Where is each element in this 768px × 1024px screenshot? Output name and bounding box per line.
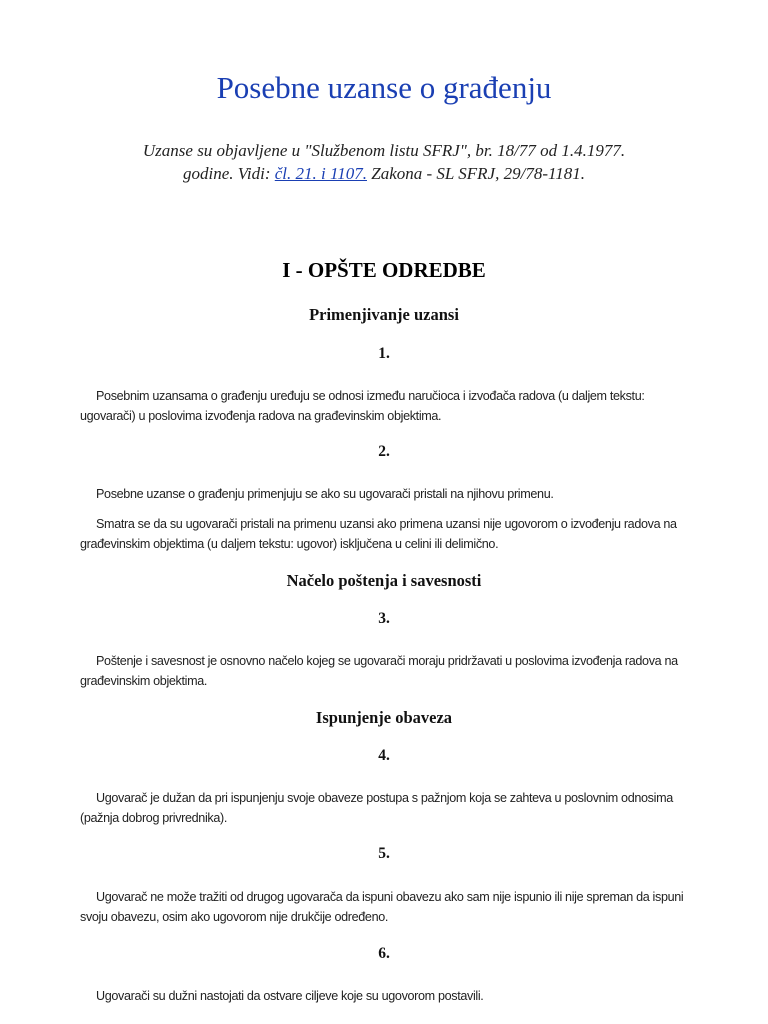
article-3-paragraph: Poštenje i savesnost je osnovno načelo kojeg se ugovarači moraju pridržavati u poslovima izvođenja radova na građevinskim objektima.: [80, 654, 678, 688]
article-1-paragraph: Posebnim uzansama o građenju uređuju se odnosi između naručioca i izvođača radova (u daljem tekstu: ugovarači) u poslovima izvođenja radova na građevinskim objektima.: [80, 389, 645, 423]
article-2-paragraph-2: Smatra se da su ugovarači pristali na primenu uzansi ako primena uzansi nije ugovorom o izvođenju radova na građevinskim objektima (u daljem tekstu: ugovor) isključena u celini ili delimično.: [80, 517, 677, 551]
document-title: Posebne uzanse o građenju: [216, 70, 552, 105]
law-articles-link[interactable]: čl. 21. i 1107.: [274, 163, 367, 183]
publication-note-text-end: Zakona - SL SFRJ, 29/78-1181.: [366, 163, 585, 183]
article-number-3: 3.: [378, 610, 390, 627]
section-title: I - OPŠTE ODREDBE: [282, 258, 486, 282]
article-number-2: 2.: [378, 443, 390, 460]
publication-note: [140, 140, 628, 185]
article-2-paragraph-1: Posebne uzanse o građenju primenjuju se ako su ugovarači pristali na njihovu primenu.: [96, 487, 554, 501]
subsection-title-ispunjenje: Ispunjenje obaveza: [315, 708, 453, 727]
article-number-5: 5.: [378, 845, 390, 862]
article-number-1: 1.: [378, 345, 390, 362]
subsection-title-primenjivanje: Primenjivanje uzansi: [309, 305, 459, 324]
subsection-title-nacelo: Načelo poštenja i savesnosti: [286, 571, 482, 590]
article-4-paragraph: Ugovarač je dužan da pri ispunjenju svoje obaveze postupa s pažnjom koja se zahteva u poslovnim odnosima (pažnja dobrog privrednika).: [80, 791, 673, 825]
article-5-paragraph: Ugovarač ne može tražiti od drugog ugovarača da ispuni obavezu ako sam nije ispunio ili nije spreman da ispuni svoju obavezu, osim ako ugovorom nije drukčije određeno.: [80, 890, 684, 924]
article-number-6: 6.: [378, 945, 390, 962]
article-6-paragraph: Ugovarači su dužni nastojati da ostvare ciljeve koje su ugovorom postavili.: [96, 989, 484, 1003]
publication-note-text: Uzanse su objavljene u "Službenom listu SFRJ", br. 18/77 od 1.4.1977. godine. Vidi:: [142, 141, 626, 183]
article-number-4: 4.: [378, 747, 390, 764]
